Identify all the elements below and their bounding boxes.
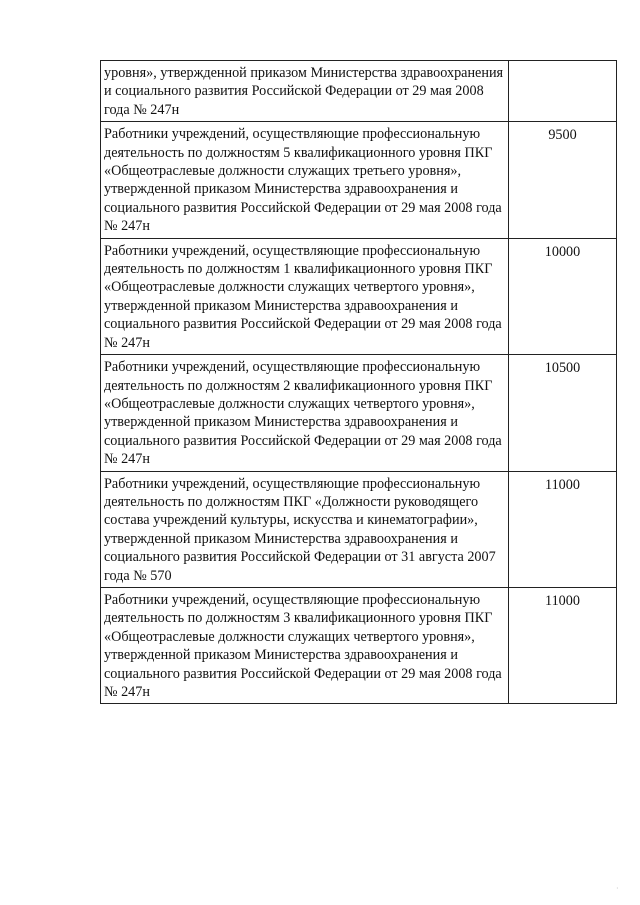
table-row	[101, 471, 617, 587]
table-row	[101, 355, 617, 471]
salary-amount: 9500	[509, 122, 617, 238]
table-row	[101, 61, 617, 122]
salary-amount: 10000	[509, 238, 617, 354]
position-description: Работники учреждений, осуществляющие профессиональную деятельность по должностям 5 квалификационного уровня ПКГ «Общеотраслевые должности служащих третьего уровня», утвержденной приказом Министерства здравоохранения и социального развития Российской Федерации от 29 мая 2008 года № 247н	[101, 122, 509, 238]
table-row	[101, 238, 617, 354]
corner-mark: ·	[616, 884, 619, 893]
salary-amount: 10500	[509, 355, 617, 471]
salary-amount	[509, 61, 617, 122]
position-description: Работники учреждений, осуществляющие профессиональную деятельность по должностям 2 квалификационного уровня ПКГ «Общеотраслевые должности служащих четвертого уровня», утвержденной приказом Министерства здравоохранения и социального развития Российской Федерации от 29 мая 2008 года № 247н	[101, 355, 509, 471]
position-description: Работники учреждений, осуществляющие профессиональную деятельность по должностям ПКГ «Должности руководящего состава учреждений культуры, искусства и кинематографии», утвержденной приказом Министерства здравоохранения и социального развития Российской Федерации от 31 августа 2007 года № 570	[101, 471, 509, 587]
salary-amount: 11000	[509, 471, 617, 587]
salary-table	[100, 60, 617, 704]
table-row	[101, 587, 617, 703]
position-description: Работники учреждений, осуществляющие профессиональную деятельность по должностям 1 квалификационного уровня ПКГ «Общеотраслевые должности служащих четвертого уровня», утвержденной приказом Министерства здравоохранения и социального развития Российской Федерации от 29 мая 2008 года № 247н	[101, 238, 509, 354]
position-description: уровня», утвержденной приказом Министерства здравоохранения и социального развития Российской Федерации от 29 мая 2008 года № 247н	[101, 61, 509, 122]
salary-amount: 11000	[509, 587, 617, 703]
position-description: Работники учреждений, осуществляющие профессиональную деятельность по должностям 3 квалификационного уровня ПКГ «Общеотраслевые должности служащих четвертого уровня», утвержденной приказом Министерства здравоохранения и социального развития Российской Федерации от 29 мая 2008 года № 247н	[101, 587, 509, 703]
table-row	[101, 122, 617, 238]
